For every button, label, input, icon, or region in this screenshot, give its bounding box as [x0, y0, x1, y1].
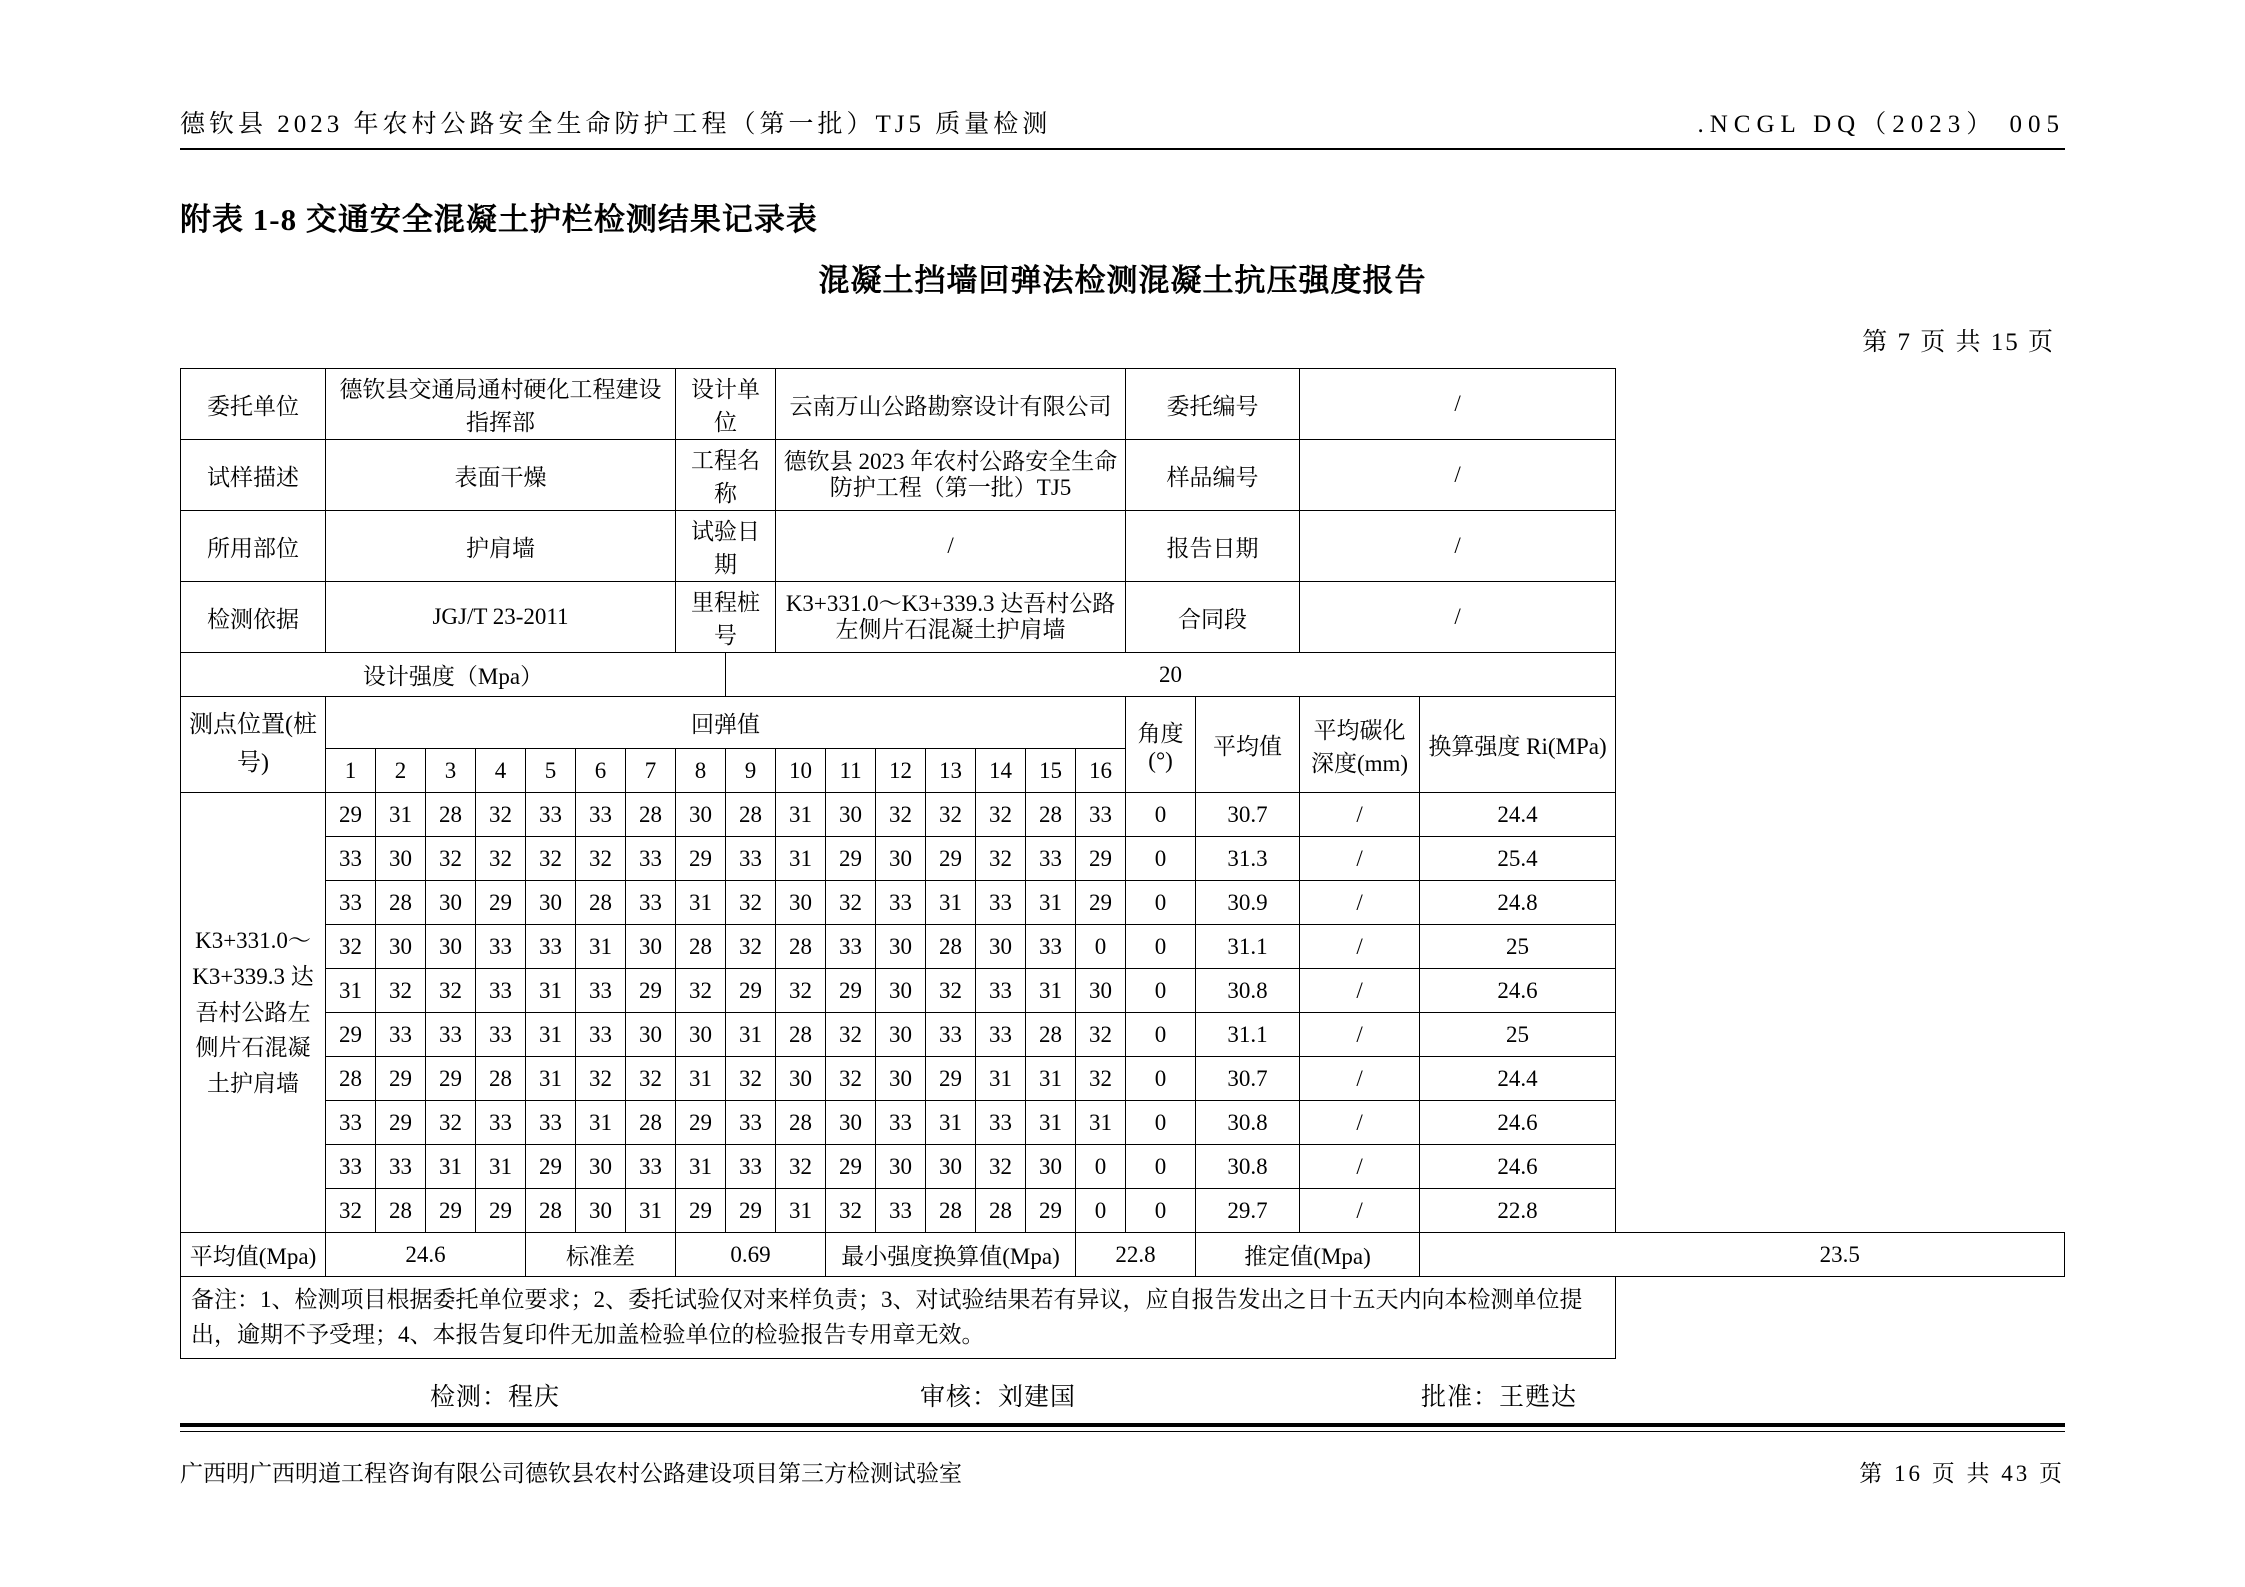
cell: 29	[526, 1145, 576, 1189]
cell: 33	[626, 837, 676, 881]
page-title: 附表 1-8 交通安全混凝土护栏检测结果记录表	[180, 202, 818, 237]
cell-carbonation: /	[1300, 969, 1420, 1013]
cell: 32	[726, 925, 776, 969]
cell-average: 30.8	[1196, 1101, 1300, 1145]
cell: 33	[376, 1145, 426, 1189]
cell: 33	[376, 1013, 426, 1057]
cell-carbonation: /	[1300, 1189, 1420, 1233]
cell: 30	[976, 925, 1026, 969]
value-designer: 云南万山公路勘察设计有限公司	[776, 369, 1126, 440]
cell: 33	[326, 881, 376, 925]
cell: 33	[1026, 837, 1076, 881]
cell-converted: 25	[1420, 925, 1616, 969]
value-estimated: 23.5	[1616, 1233, 2065, 1277]
col-14: 14	[976, 749, 1026, 793]
table-row	[181, 925, 2065, 969]
cell: 29	[926, 837, 976, 881]
signature-reviewer: 审核：刘建国	[920, 1384, 1077, 1411]
value-standard: JGJ/T 23-2011	[326, 582, 676, 653]
cell: 29	[626, 969, 676, 1013]
cell: 33	[576, 793, 626, 837]
cell: 31	[676, 881, 726, 925]
col-15: 15	[1026, 749, 1076, 793]
cell-angle: 0	[1126, 969, 1196, 1013]
cell: 32	[1076, 1013, 1126, 1057]
cell: 32	[576, 1057, 626, 1101]
report-subtitle: 混凝土挡墙回弹法检测混凝土抗压强度报告	[818, 263, 1427, 298]
cell: 30	[876, 837, 926, 881]
cell: 30	[426, 881, 476, 925]
col-11: 11	[826, 749, 876, 793]
cell: 30	[1076, 969, 1126, 1013]
cell: 29	[726, 969, 776, 1013]
signature-approver: 批准：王甦达	[1421, 1384, 1578, 1411]
table-header-row-1	[181, 697, 2065, 749]
cell: 33	[576, 969, 626, 1013]
cell: 33	[726, 1101, 776, 1145]
cell-converted: 25.4	[1420, 837, 1616, 881]
cell: 28	[476, 1057, 526, 1101]
cell-converted: 24.4	[1420, 793, 1616, 837]
cell: 32	[826, 1189, 876, 1233]
cell: 33	[726, 1145, 776, 1189]
col-9: 9	[726, 749, 776, 793]
cell: 30	[376, 837, 426, 881]
cell: 28	[776, 925, 826, 969]
cell-average: 31.1	[1196, 1013, 1300, 1057]
cell: 29	[376, 1101, 426, 1145]
cell: 30	[826, 793, 876, 837]
cell: 28	[926, 1189, 976, 1233]
value-part-used: 护肩墙	[326, 511, 676, 582]
cell: 33	[326, 1145, 376, 1189]
cell: 31	[776, 793, 826, 837]
cell: 29	[726, 1189, 776, 1233]
cell: 31	[1026, 969, 1076, 1013]
cell: 32	[826, 1057, 876, 1101]
value-min-strength: 22.8	[1076, 1233, 1196, 1277]
cell: 28	[676, 925, 726, 969]
cell: 33	[876, 1101, 926, 1145]
cell: 28	[926, 925, 976, 969]
cell: 32	[376, 969, 426, 1013]
cell: 31	[926, 881, 976, 925]
cell: 28	[626, 1101, 676, 1145]
cell: 33	[1026, 925, 1076, 969]
label-std: 标准差	[526, 1233, 676, 1277]
cell-angle: 0	[1126, 1013, 1196, 1057]
table-row	[181, 881, 2065, 925]
cell: 31	[776, 1189, 826, 1233]
header-divider	[180, 148, 2065, 150]
cell: 0	[1076, 925, 1126, 969]
table-row	[181, 1057, 2065, 1101]
cell: 33	[576, 1013, 626, 1057]
value-sample-desc: 表面干燥	[326, 440, 676, 511]
cell-angle: 0	[1126, 793, 1196, 837]
cell: 32	[976, 1145, 1026, 1189]
table-row	[181, 1189, 2065, 1233]
cell: 30	[826, 1101, 876, 1145]
label-test-date: 试验日期	[676, 511, 776, 582]
cell: 31	[526, 1057, 576, 1101]
header-average: 平均值	[1196, 697, 1300, 793]
cell: 33	[826, 925, 876, 969]
cell: 31	[576, 925, 626, 969]
label-report-date: 报告日期	[1126, 511, 1300, 582]
cell-average: 30.8	[1196, 969, 1300, 1013]
value-std: 0.69	[676, 1233, 826, 1277]
cell: 29	[326, 793, 376, 837]
col-10: 10	[776, 749, 826, 793]
cell: 28	[426, 793, 476, 837]
cell: 33	[326, 837, 376, 881]
cell: 32	[826, 1013, 876, 1057]
cell: 33	[476, 1013, 526, 1057]
cell-carbonation: /	[1300, 881, 1420, 925]
cell-average: 30.7	[1196, 793, 1300, 837]
cell: 29	[426, 1189, 476, 1233]
label-part-used: 所用部位	[181, 511, 326, 582]
cell: 30	[576, 1189, 626, 1233]
cell: 28	[1026, 1013, 1076, 1057]
cell: 31	[1026, 1101, 1076, 1145]
cell-carbonation: /	[1300, 925, 1420, 969]
cell: 29	[1076, 881, 1126, 925]
cell: 33	[626, 1145, 676, 1189]
cell: 32	[426, 837, 476, 881]
cell: 30	[576, 1145, 626, 1189]
label-standard: 检测依据	[181, 582, 326, 653]
footer-right: 第 16 页 共 43 页	[1859, 1461, 2065, 1486]
cell: 30	[426, 925, 476, 969]
cell: 32	[326, 925, 376, 969]
cell: 29	[676, 1189, 726, 1233]
cell-angle: 0	[1126, 1189, 1196, 1233]
cell: 29	[676, 837, 726, 881]
value-sample-no: /	[1300, 440, 1616, 511]
cell: 31	[1026, 1057, 1076, 1101]
cell: 30	[376, 925, 426, 969]
cell-carbonation: /	[1300, 1101, 1420, 1145]
cell: 33	[526, 1101, 576, 1145]
running-header	[180, 0, 2065, 140]
col-7: 7	[626, 749, 676, 793]
label-estimated: 推定值(Mpa)	[1196, 1233, 1420, 1277]
cell: 29	[826, 1145, 876, 1189]
cell: 32	[726, 1057, 776, 1101]
cell: 29	[926, 1057, 976, 1101]
cell-carbonation: /	[1300, 1057, 1420, 1101]
cell: 31	[326, 969, 376, 1013]
cell: 30	[676, 793, 726, 837]
value-commission-no: /	[1300, 369, 1616, 440]
cell: 28	[726, 793, 776, 837]
cell-converted: 24.6	[1420, 1145, 1616, 1189]
cell-average: 30.9	[1196, 881, 1300, 925]
cell: 33	[926, 1013, 976, 1057]
value-estimated-pad	[1420, 1233, 1616, 1277]
col-1: 1	[326, 749, 376, 793]
cell: 30	[876, 1145, 926, 1189]
cell: 31	[976, 1057, 1026, 1101]
header-converted-strength: 换算强度 Ri(MPa)	[1420, 697, 1616, 793]
cell: 30	[626, 925, 676, 969]
cell: 30	[876, 925, 926, 969]
cell: 32	[676, 969, 726, 1013]
cell: 33	[976, 1101, 1026, 1145]
col-6: 6	[576, 749, 626, 793]
cell: 29	[1026, 1189, 1076, 1233]
page-footer	[180, 1455, 2065, 1488]
cell: 28	[576, 881, 626, 925]
label-designer: 设计单位	[676, 369, 776, 440]
cell-converted: 22.8	[1420, 1189, 1616, 1233]
cell-carbonation: /	[1300, 793, 1420, 837]
cell: 32	[426, 1101, 476, 1145]
footer-left: 广西明广西明道工程咨询有限公司德钦县农村公路建设项目第三方检测试验室	[180, 1461, 962, 1486]
col-2: 2	[376, 749, 426, 793]
cell: 32	[826, 881, 876, 925]
cell: 30	[626, 1013, 676, 1057]
table-row	[181, 1145, 2065, 1189]
cell: 30	[876, 969, 926, 1013]
cell: 31	[526, 969, 576, 1013]
cell: 32	[476, 837, 526, 881]
info-row-4	[181, 582, 2065, 653]
value-contract-section: /	[1300, 582, 1616, 653]
header-rebound: 回弹值	[326, 697, 1126, 749]
cell-converted: 24.4	[1420, 1057, 1616, 1101]
header-location: 测点位置(桩号)	[181, 697, 326, 793]
cell: 28	[976, 1189, 1026, 1233]
cell: 32	[526, 837, 576, 881]
cell: 30	[676, 1013, 726, 1057]
cell: 32	[1076, 1057, 1126, 1101]
table-row	[181, 969, 2065, 1013]
design-strength-row	[181, 653, 2065, 697]
cell: 28	[1026, 793, 1076, 837]
cell-angle: 0	[1126, 1101, 1196, 1145]
cell: 33	[476, 1101, 526, 1145]
cell-converted: 24.6	[1420, 969, 1616, 1013]
cell-average: 30.8	[1196, 1145, 1300, 1189]
label-average: 平均值(Mpa)	[181, 1233, 326, 1277]
header-carbonation: 平均碳化深度(mm)	[1300, 697, 1420, 793]
cell-average: 29.7	[1196, 1189, 1300, 1233]
cell: 32	[776, 969, 826, 1013]
cell: 30	[776, 881, 826, 925]
label-sample-desc: 试样描述	[181, 440, 326, 511]
cell: 31	[726, 1013, 776, 1057]
cell: 31	[1026, 881, 1076, 925]
cell-angle: 0	[1126, 925, 1196, 969]
summary-row	[181, 1233, 2065, 1277]
cell: 32	[926, 793, 976, 837]
cell: 32	[726, 881, 776, 925]
label-contract-section: 合同段	[1126, 582, 1300, 653]
cell: 28	[776, 1013, 826, 1057]
cell: 28	[626, 793, 676, 837]
table-row	[181, 1013, 2065, 1057]
cell: 32	[426, 969, 476, 1013]
cell: 29	[426, 1057, 476, 1101]
table-row	[181, 793, 2065, 837]
cell-angle: 0	[1126, 881, 1196, 925]
info-row-2	[181, 440, 2065, 511]
cell: 33	[526, 793, 576, 837]
col-8: 8	[676, 749, 726, 793]
cell-average: 30.7	[1196, 1057, 1300, 1101]
cell: 31	[376, 793, 426, 837]
cell: 32	[876, 793, 926, 837]
cell-converted: 24.6	[1420, 1101, 1616, 1145]
cell: 29	[826, 969, 876, 1013]
cell: 32	[576, 837, 626, 881]
location-cell: K3+331.0～K3+339.3 达吾村公路左侧片石混凝土护肩墙	[181, 793, 326, 1233]
cell: 31	[526, 1013, 576, 1057]
cell: 28	[376, 881, 426, 925]
label-min-strength: 最小强度换算值(Mpa)	[826, 1233, 1076, 1277]
cell: 0	[1076, 1145, 1126, 1189]
label-stake-no: 里程桩号	[676, 582, 776, 653]
info-row-3	[181, 511, 2065, 582]
table-header-row-2	[181, 749, 2065, 793]
info-row-1	[181, 369, 2065, 440]
col-13: 13	[926, 749, 976, 793]
footer-divider-thick	[180, 1423, 2065, 1427]
cell: 29	[476, 881, 526, 925]
cell: 33	[876, 881, 926, 925]
value-client: 德钦县交通局通村硬化工程建设指挥部	[326, 369, 676, 440]
cell: 28	[376, 1189, 426, 1233]
col-3: 3	[426, 749, 476, 793]
col-12: 12	[876, 749, 926, 793]
cell: 31	[676, 1057, 726, 1101]
cell: 30	[876, 1057, 926, 1101]
signature-row	[180, 1377, 2065, 1413]
cell: 31	[626, 1189, 676, 1233]
cell: 33	[426, 1013, 476, 1057]
footer-divider-thin	[180, 1431, 2065, 1432]
value-average: 24.6	[326, 1233, 526, 1277]
cell: 33	[726, 837, 776, 881]
cell: 29	[676, 1101, 726, 1145]
col-16: 16	[1076, 749, 1126, 793]
cell: 33	[326, 1101, 376, 1145]
cell: 29	[826, 837, 876, 881]
cell: 33	[476, 925, 526, 969]
cell: 33	[976, 969, 1026, 1013]
signature-tester: 检测：程庆	[430, 1384, 561, 1411]
cell: 0	[1076, 1189, 1126, 1233]
cell: 29	[1076, 837, 1126, 881]
cell: 31	[776, 837, 826, 881]
cell: 28	[326, 1057, 376, 1101]
cell-angle: 0	[1126, 1145, 1196, 1189]
value-report-date: /	[1300, 511, 1616, 582]
cell: 30	[876, 1013, 926, 1057]
cell: 33	[976, 1013, 1026, 1057]
cell: 31	[676, 1145, 726, 1189]
col-4: 4	[476, 749, 526, 793]
cell-carbonation: /	[1300, 837, 1420, 881]
cell-average: 31.1	[1196, 925, 1300, 969]
cell: 33	[876, 1189, 926, 1233]
cell: 33	[976, 881, 1026, 925]
cell: 29	[376, 1057, 426, 1101]
cell: 31	[426, 1145, 476, 1189]
report-table	[180, 368, 2065, 1359]
label-sample-no: 样品编号	[1126, 440, 1300, 511]
cell-converted: 24.8	[1420, 881, 1616, 925]
cell: 32	[976, 837, 1026, 881]
cell: 32	[926, 969, 976, 1013]
value-test-date: /	[776, 511, 1126, 582]
cell: 31	[1076, 1101, 1126, 1145]
label-project-name: 工程名称	[676, 440, 776, 511]
table-row	[181, 1101, 2065, 1145]
cell: 30	[776, 1057, 826, 1101]
cell: 32	[626, 1057, 676, 1101]
label-commission-no: 委托编号	[1126, 369, 1300, 440]
cell: 29	[326, 1013, 376, 1057]
cell: 33	[476, 969, 526, 1013]
cell: 31	[476, 1145, 526, 1189]
table-row	[181, 837, 2065, 881]
cell: 32	[776, 1145, 826, 1189]
header-angle: 角度(°)	[1126, 697, 1196, 793]
cell-angle: 0	[1126, 837, 1196, 881]
cell: 33	[626, 881, 676, 925]
cell-angle: 0	[1126, 1057, 1196, 1101]
running-header-left: 德钦县 2023 年农村公路安全生命防护工程（第一批）TJ5 质量检测	[180, 111, 1052, 138]
cell: 30	[1026, 1145, 1076, 1189]
cell: 28	[776, 1101, 826, 1145]
cell: 32	[976, 793, 1026, 837]
cell: 29	[476, 1189, 526, 1233]
value-design-strength: 20	[726, 653, 1616, 697]
label-design-strength: 设计强度（Mpa）	[181, 653, 726, 697]
cell: 31	[576, 1101, 626, 1145]
cell: 32	[476, 793, 526, 837]
cell: 33	[1076, 793, 1126, 837]
cell-carbonation: /	[1300, 1013, 1420, 1057]
cell: 30	[526, 881, 576, 925]
label-client: 委托单位	[181, 369, 326, 440]
cell: 31	[926, 1101, 976, 1145]
cell: 32	[326, 1189, 376, 1233]
remark-row	[181, 1277, 2065, 1359]
cell-carbonation: /	[1300, 1145, 1420, 1189]
cell-average: 31.3	[1196, 837, 1300, 881]
cell: 28	[526, 1189, 576, 1233]
value-project-name: 德钦县 2023 年农村公路安全生命防护工程（第一批）TJ5	[776, 440, 1126, 511]
value-stake-no: K3+331.0～K3+339.3 达吾村公路左侧片石混凝土护肩墙	[776, 582, 1126, 653]
col-5: 5	[526, 749, 576, 793]
running-header-right: .NCGL DQ（2023） 005	[1697, 111, 2065, 138]
remark-text: 备注：1、检测项目根据委托单位要求；2、委托试验仅对来样负责；3、对试验结果若有异议，应自报告发出之日十五天内向本检测单位提出，逾期不予受理；4、本报告复印件无加盖检验单位的检验报告专用章无效。	[181, 1277, 1616, 1359]
page-indicator: 第 7 页 共 15 页	[1862, 329, 2055, 356]
cell-converted: 25	[1420, 1013, 1616, 1057]
cell: 30	[926, 1145, 976, 1189]
cell: 33	[526, 925, 576, 969]
